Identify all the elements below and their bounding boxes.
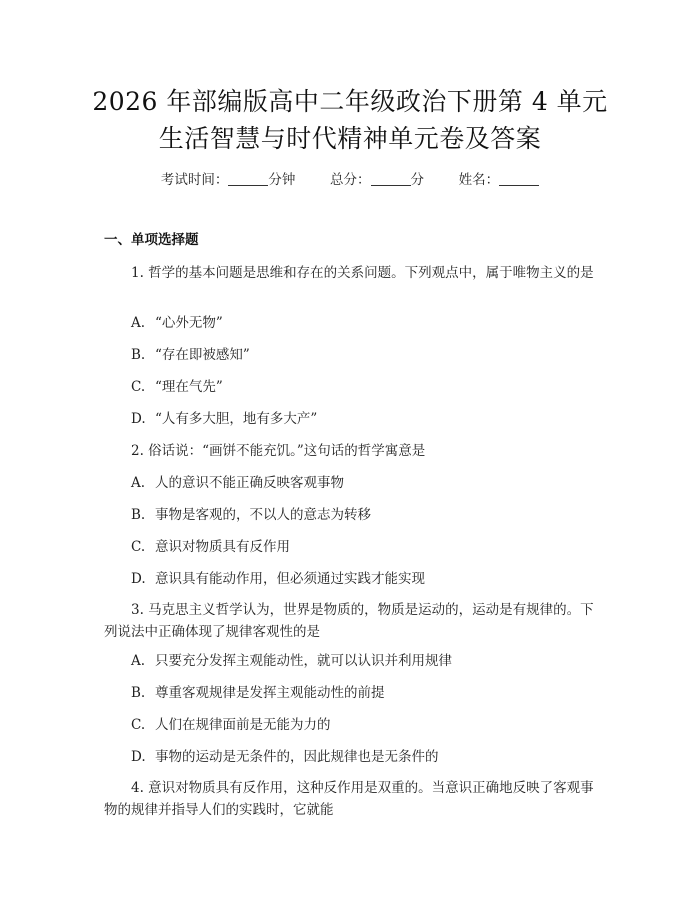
question-2-option-a (131, 472, 344, 494)
option-text: “心外无物” (155, 315, 223, 331)
question-3-option-b (131, 682, 385, 704)
option-text: 意识具有能动作用，但必须通过实践才能实现 (155, 571, 425, 587)
option-letter: A. (131, 315, 146, 331)
name-blank (499, 171, 539, 186)
question-2-option-b (131, 504, 371, 526)
option-text: “理在气先” (155, 379, 223, 395)
option-letter: C. (131, 539, 146, 555)
option-text: 事物是客观的，不以人的意志为转移 (155, 507, 371, 523)
option-letter: C. (131, 379, 146, 395)
time-unit: 分钟 (268, 172, 296, 188)
document-title-line-2: 生活智慧与时代精神单元卷及答案 (158, 124, 542, 153)
option-text: 人们在规律面前是无能为力的 (155, 717, 331, 733)
score-label: 总分： (330, 172, 371, 188)
option-text: “人有多大胆，地有多大产” (155, 411, 318, 427)
option-letter: D. (131, 749, 146, 765)
question-2-option-c (131, 536, 290, 558)
option-text: 事物的运动是无条件的，因此规律也是无条件的 (155, 749, 439, 765)
question-2-option-d (131, 568, 425, 590)
option-letter: C. (131, 717, 146, 733)
question-1: 1. 哲学的基本问题是思维和存在的关系问题。下列观点中，属于唯物主义的是 (131, 265, 594, 281)
question-1-option-d (131, 408, 317, 430)
question-1-option-b (131, 344, 250, 366)
option-text: “存在即被感知” (155, 347, 250, 363)
score-unit: 分 (410, 172, 424, 188)
time-blank (228, 171, 268, 186)
question-1-option-c (131, 376, 223, 398)
option-letter: D. (131, 571, 146, 587)
document-title-line-1: 2026 年部编版高中二年级政治下册第 4 单元 (92, 87, 608, 116)
score-blank (371, 171, 411, 186)
question-3: 3. 马克思主义哲学认为，世界是物质的，物质是运动的，运动是有规律的。下列说法中正确体现了规律客观性的是 (104, 602, 594, 640)
time-label: 考试时间： (160, 172, 229, 188)
exam-meta-row (0, 168, 700, 188)
option-letter: B. (131, 507, 146, 523)
option-text: 意识对物质具有反作用 (155, 539, 290, 555)
option-letter: D. (131, 411, 146, 427)
option-letter: B. (131, 347, 146, 363)
option-letter: A. (131, 475, 146, 491)
name-label: 姓名： (458, 172, 500, 188)
question-1-option-a (131, 312, 223, 334)
question-4: 4. 意识对物质具有反作用，这种反作用是双重的。当意识正确地反映了客观事物的规律并指导人们的实践时，它就能 (104, 780, 594, 818)
question-3-option-d (131, 746, 439, 768)
question-3-option-a (131, 650, 452, 672)
option-letter: A. (131, 653, 146, 669)
option-text: 人的意识不能正确反映客观事物 (155, 475, 344, 491)
option-text: 尊重客观规律是发挥主观能动性的前提 (155, 685, 385, 701)
question-3-option-c (131, 714, 331, 736)
option-text: 只要充分发挥主观能动性，就可以认识并利用规律 (155, 653, 452, 669)
question-2: 2. 俗话说：“画饼不能充饥。”这句话的哲学寓意是 (131, 443, 426, 459)
option-letter: B. (131, 685, 146, 701)
section-title: 一、单项选择题 (104, 232, 199, 248)
